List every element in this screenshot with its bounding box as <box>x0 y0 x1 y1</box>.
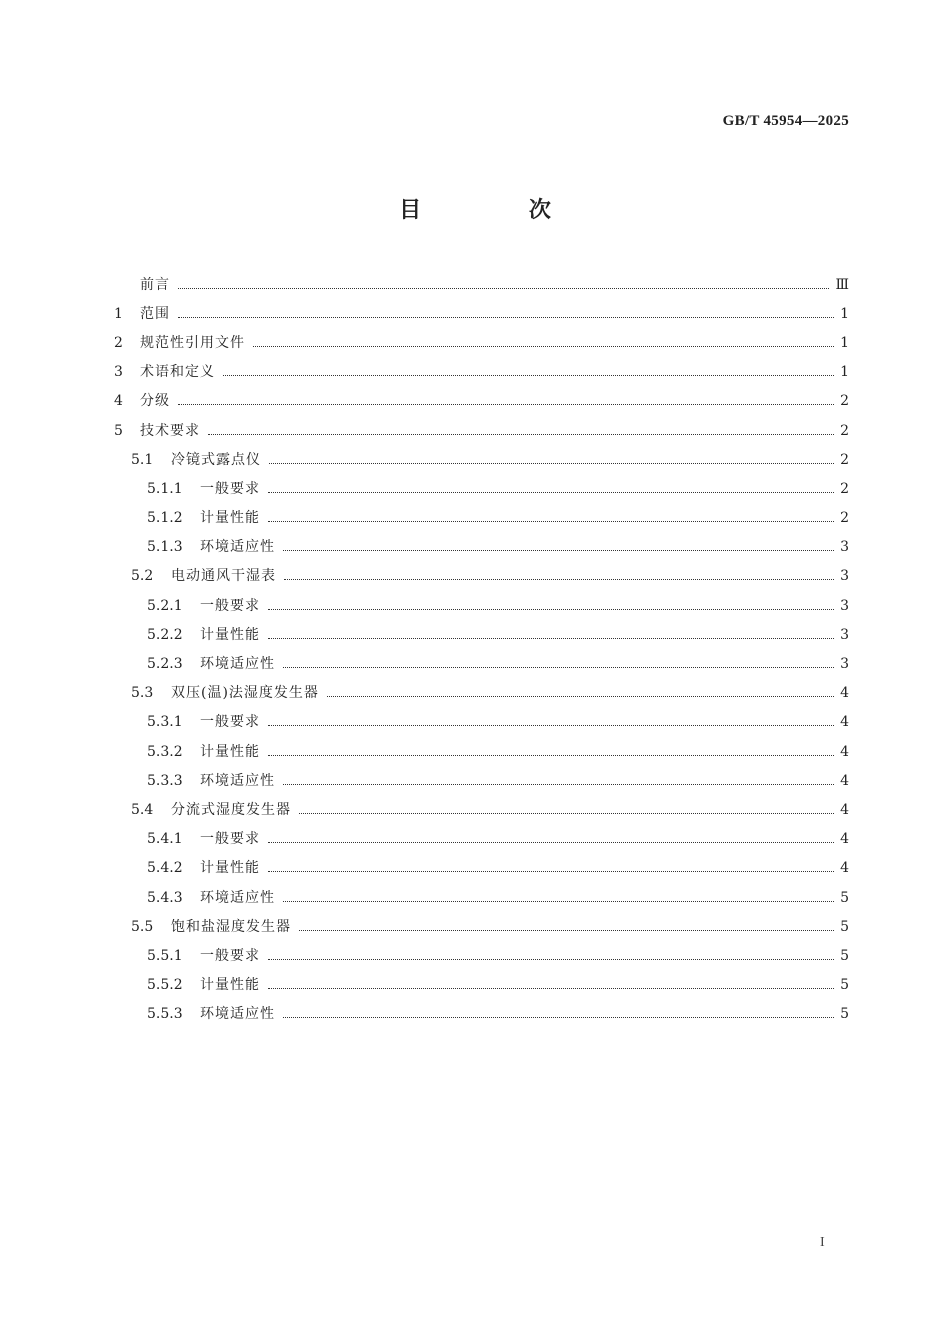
toc-entry[interactable] <box>114 562 849 591</box>
toc-entry-label: 计量性能 <box>200 626 260 643</box>
dot-leader <box>178 403 834 405</box>
toc-entry-label: 饱和盐湿度发生器 <box>171 918 291 935</box>
toc-entry-page-number: 5 <box>840 977 849 994</box>
toc-entry-label: 分级 <box>140 393 170 410</box>
toc-entry-number: 5.2.2 <box>147 626 183 643</box>
dot-leader <box>299 812 834 814</box>
toc-entry[interactable] <box>114 387 849 416</box>
dot-leader <box>268 987 834 989</box>
dot-leader <box>283 783 834 785</box>
toc-entry-number: 2 <box>114 334 123 351</box>
toc-entry-number: 5.3.2 <box>147 743 183 760</box>
toc-entry-page-number: 3 <box>840 626 849 643</box>
toc-entry-number: 5.4.1 <box>147 831 183 848</box>
toc-entry-label: 环境适应性 <box>200 772 275 789</box>
toc-entry-number: 5.4.2 <box>147 860 183 877</box>
dot-leader <box>268 637 834 639</box>
toc-entry-page-number: 2 <box>840 422 849 439</box>
toc-entry[interactable] <box>114 795 849 824</box>
toc-entry-label: 术语和定义 <box>140 364 215 381</box>
toc-entry-page-number: 1 <box>840 334 849 351</box>
dot-leader <box>268 491 834 493</box>
toc-entry[interactable] <box>114 328 849 357</box>
dot-leader <box>299 929 834 931</box>
toc-entry[interactable] <box>114 737 849 766</box>
dot-leader <box>268 754 834 756</box>
dot-leader <box>268 724 834 726</box>
dot-leader <box>283 900 834 902</box>
toc-entry-page-number: 4 <box>840 831 849 848</box>
toc-entry-number: 5.3.1 <box>147 714 183 731</box>
dot-leader <box>268 520 834 522</box>
toc-entry-label: 分流式湿度发生器 <box>171 801 291 818</box>
toc-entry-label: 范围 <box>140 305 170 322</box>
toc-entry[interactable] <box>114 825 849 854</box>
toc-entry-page-number: 4 <box>840 860 849 877</box>
toc-entry[interactable] <box>114 620 849 649</box>
toc-entry-number: 5.1.3 <box>147 539 183 556</box>
toc-entry[interactable] <box>114 766 849 795</box>
toc-entry-page-number: 2 <box>840 451 849 468</box>
toc-entry-label: 冷镜式露点仪 <box>171 451 261 468</box>
toc-entry[interactable] <box>114 533 849 562</box>
toc-entry-page-number: 5 <box>840 889 849 906</box>
toc-entry-number: 5.5 <box>131 918 154 935</box>
dot-leader <box>268 841 834 843</box>
toc-entry[interactable] <box>114 299 849 328</box>
dot-leader <box>269 462 834 464</box>
toc-entry-number: 3 <box>114 364 123 381</box>
dot-leader <box>327 695 834 697</box>
toc-entry[interactable] <box>114 708 849 737</box>
toc-entry[interactable] <box>114 1000 849 1029</box>
toc-entry-page-number: 1 <box>840 364 849 381</box>
toc-entry-number: 5.1.2 <box>147 510 183 527</box>
toc-entry[interactable] <box>114 504 849 533</box>
toc-entry-page-number: 2 <box>840 510 849 527</box>
toc-entry-number: 5.2.3 <box>147 656 183 673</box>
toc-entry[interactable] <box>114 474 849 503</box>
toc-entry[interactable] <box>114 591 849 620</box>
toc-entry-label: 规范性引用文件 <box>140 334 245 351</box>
dot-leader <box>178 316 834 318</box>
toc-entry-number: 5.5.1 <box>147 947 183 964</box>
toc-entry-page-number: 1 <box>840 305 849 322</box>
dot-leader <box>253 345 834 347</box>
toc-entry-number: 5.2.1 <box>147 597 183 614</box>
toc-entry-number: 4 <box>114 393 123 410</box>
toc-entry[interactable] <box>114 416 849 445</box>
dot-leader <box>223 374 834 376</box>
toc-entry-label: 一般要求 <box>200 597 260 614</box>
toc-entry-page-number: 3 <box>840 568 849 585</box>
toc-entry-label: 计量性能 <box>200 510 260 527</box>
toc-entry-number: 5.3.3 <box>147 772 183 789</box>
toc-entry-label: 环境适应性 <box>200 656 275 673</box>
dot-leader <box>283 1016 834 1018</box>
toc-entry-page-number: 3 <box>840 597 849 614</box>
toc-entry[interactable] <box>114 883 849 912</box>
toc-entry-page-number: 5 <box>840 947 849 964</box>
toc-entry-number: 5.5.2 <box>147 977 183 994</box>
dot-leader <box>268 870 834 872</box>
dot-leader <box>283 666 834 668</box>
toc-entry-label: 一般要求 <box>200 480 260 497</box>
toc-entry-page-number: Ⅲ <box>835 276 849 293</box>
toc-entry-number: 5.1.1 <box>147 480 183 497</box>
toc-entry-label: 计量性能 <box>200 743 260 760</box>
toc-entry-label: 计量性能 <box>200 860 260 877</box>
toc-entry-number: 5.4 <box>131 801 154 818</box>
toc-entry-label: 环境适应性 <box>200 889 275 906</box>
toc-entry-number: 5.2 <box>131 568 154 585</box>
toc-entry-number: 5.5.3 <box>147 1006 183 1023</box>
toc-entry-label: 一般要求 <box>200 947 260 964</box>
toc-entry-label: 电动通风干湿表 <box>171 568 276 585</box>
page-title: 目 次 <box>399 198 601 223</box>
toc-entry-number: 5.3 <box>131 685 154 702</box>
toc-entry-page-number: 4 <box>840 714 849 731</box>
toc-entry[interactable] <box>114 971 849 1000</box>
dot-leader <box>208 433 834 435</box>
toc-entry-label: 技术要求 <box>140 422 200 439</box>
toc-entry-page-number: 5 <box>840 918 849 935</box>
toc-entry[interactable] <box>114 649 849 678</box>
toc-entry-label: 前言 <box>140 276 170 293</box>
toc-entry-page-number: 4 <box>840 685 849 702</box>
toc-entry-page-number: 3 <box>840 656 849 673</box>
toc-entry[interactable] <box>114 270 849 299</box>
dot-leader <box>284 578 834 580</box>
toc-entry-page-number: 4 <box>840 772 849 789</box>
dot-leader <box>268 608 834 610</box>
dot-leader <box>268 958 834 960</box>
dot-leader <box>283 549 834 551</box>
toc-entry-label: 一般要求 <box>200 714 260 731</box>
toc-entry-number: 1 <box>114 305 123 322</box>
dot-leader <box>178 287 829 289</box>
page-folio: I <box>820 1235 825 1250</box>
toc-entry[interactable] <box>114 854 849 883</box>
toc-entry-page-number: 4 <box>840 801 849 818</box>
toc-entry-label: 双压(温)法湿度发生器 <box>171 685 319 702</box>
toc-entry-label: 环境适应性 <box>200 539 275 556</box>
toc-entry[interactable] <box>114 679 849 708</box>
toc-entry-number: 5 <box>114 422 123 439</box>
toc-entry[interactable] <box>114 445 849 474</box>
toc-entry[interactable] <box>114 912 849 941</box>
toc-entry-number: 5.1 <box>131 451 154 468</box>
toc-entry-page-number: 2 <box>840 393 849 410</box>
toc-entry[interactable] <box>114 358 849 387</box>
toc-entry-label: 计量性能 <box>200 977 260 994</box>
toc-entry[interactable] <box>114 941 849 970</box>
table-of-contents <box>114 270 849 1029</box>
toc-entry-page-number: 5 <box>840 1006 849 1023</box>
toc-entry-page-number: 4 <box>840 743 849 760</box>
toc-entry-page-number: 2 <box>840 480 849 497</box>
document-number: GB/T 45954—2025 <box>722 113 849 129</box>
toc-entry-label: 环境适应性 <box>200 1006 275 1023</box>
toc-entry-number: 5.4.3 <box>147 889 183 906</box>
toc-entry-label: 一般要求 <box>200 831 260 848</box>
toc-entry-page-number: 3 <box>840 539 849 556</box>
